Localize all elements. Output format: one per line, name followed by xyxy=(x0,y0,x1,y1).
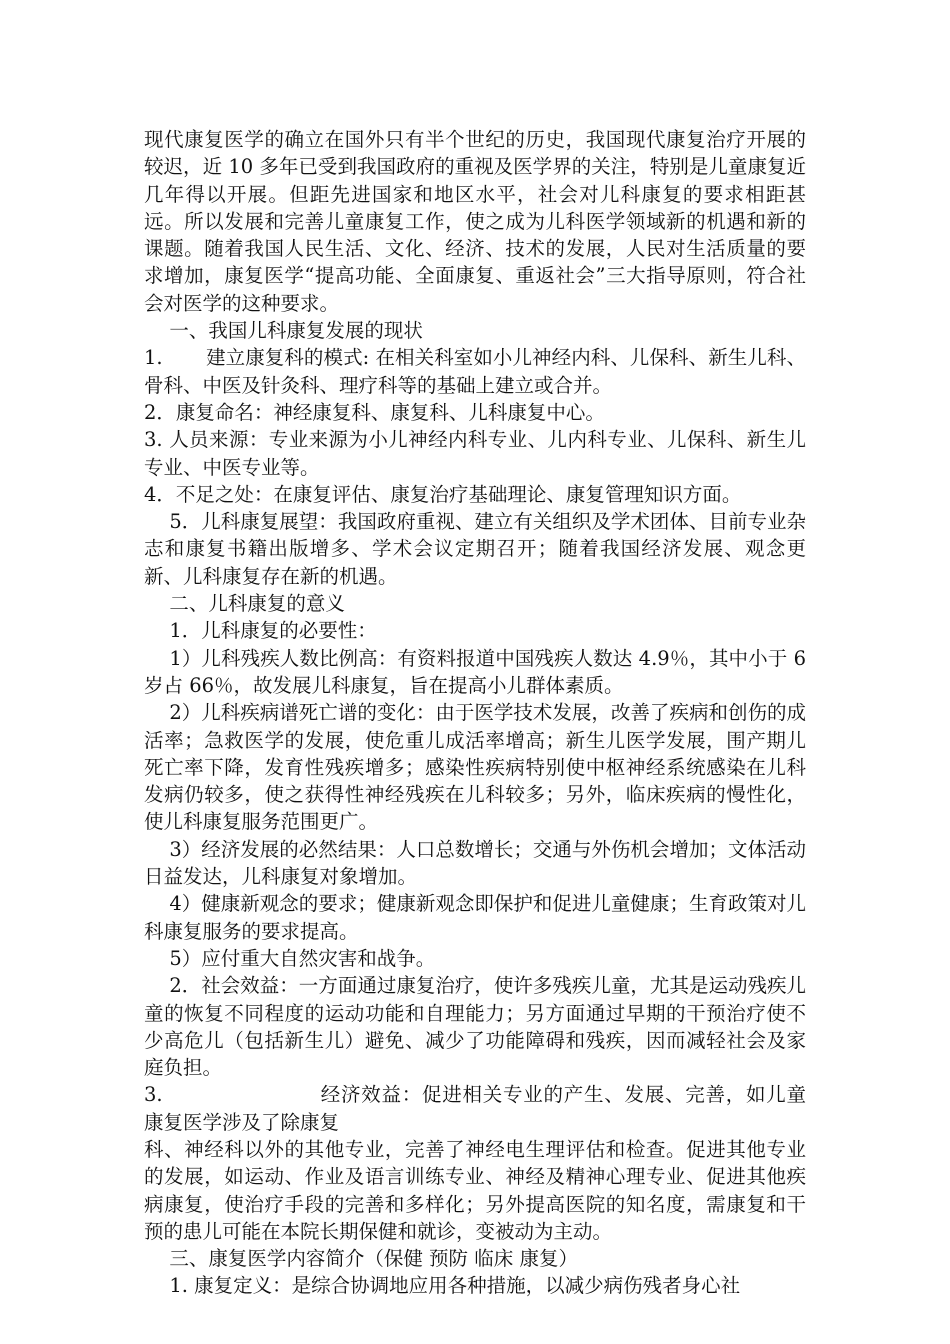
sub-item-2-1-3: 3）经济发展的必然结果：人口总数增长；交通与外伤机会增加；文体活动日益发达，儿科康复对象增加。 xyxy=(144,837,806,889)
list-item-2-3 xyxy=(144,1081,806,1136)
section-heading-2: 二、儿科康复的意义 xyxy=(169,592,345,616)
list-item-3-1: 1. 康复定义：是综合协调地应用各种措施，以减少病伤残者身心社 xyxy=(169,1274,741,1298)
list-item-1-3: 3. 人员来源：专业来源为小儿神经内科专业、儿内科专业、儿保科、新生儿专业、中医专业等。 xyxy=(144,428,806,479)
intro-paragraph: 现代康复医学的确立在国外只有半个世纪的历史，我国现代康复治疗开展的较迟，近 10 多年已受到我国政府的重视及医学界的关注，特别是儿童康复近几年得以开展。但距先进国家和地区水平，社会对儿科康复的要求相距甚远。所以发展和完善儿童康复工作，使之成为儿科医学领域新的机遇和新的课题。随着我国人民生活、文化、经济、技术的发展，人民对生活质量的要求增加，康复医学“提高功能、全面康复、重返社会”三大指导原则，符合社会对医学的这种要求。 xyxy=(144,128,806,315)
list-item-2-1: 1．儿科康复的必要性： xyxy=(169,619,377,643)
list-item-1-5: 5．儿科康复展望：我国政府重视、建立有关组织及学术团体、目前专业杂志和康复书籍出版增多、学术会议定期召开；随着我国经济发展、观念更新、儿科康复存在新的机遇。 xyxy=(144,510,806,588)
list-number: 3. xyxy=(144,1083,163,1107)
list-item-1-4: 4．不足之处：在康复评估、康复治疗基础理论、康复管理知识方面。 xyxy=(144,482,742,506)
list-item-text: 建立康复科的模式: 在相关科室如小儿神经内科、儿保科、新生儿科、骨科、中医及针灸科、理疗科等的基础上建立或合并。 xyxy=(144,346,806,397)
list-item-1-1 xyxy=(144,344,806,399)
list-number: 1. xyxy=(144,346,163,370)
list-item-text: 经济效益：促进相关专业的产生、发展、完善，如儿童康复医学涉及了除康复 xyxy=(144,1083,806,1134)
section-heading-1: 一、我国儿科康复发展的现状 xyxy=(169,319,423,343)
sub-item-2-1-5: 5）应付重大自然灾害和战争。 xyxy=(169,946,436,970)
list-item-2-3-continuation: 科、神经科以外的其他专业，完善了神经电生理评估和检查。促进其他专业的发展，如运动、作业及语言训练专业、神经及精神心理专业、促进其他疾病康复，使治疗手段的完善和多样化；另外提高医院的知名度，需康复和干预的患儿可能在本院长期保健和就诊，变被动为主动。 xyxy=(144,1137,806,1243)
document-page xyxy=(144,126,806,1300)
list-item-1-2: 2．康复命名：神经康复科、康复科、儿科康复中心。 xyxy=(144,400,605,424)
sub-item-2-1-1: 1）儿科残疾人数比例高：有资料报道中国残疾人数达 4.9％，其中小于 6 岁占 66％，故发展儿科康复，旨在提高小儿群体素质。 xyxy=(144,646,806,697)
sub-item-2-1-2: 2）儿科疾病谱死亡谱的变化：由于医学技术发展，改善了疾病和创伤的成活率；急救医学的发展，使危重儿成活率增高；新生儿医学发展，围产期儿死亡率下降，发育性残疾增多；感染性疾病特别使中枢神经系统感染在儿科发病仍较多，使之获得性神经残疾在儿科较多；另外，临床疾病的慢性化，使儿科康复服务范围更广。 xyxy=(144,701,806,834)
sub-item-2-1-4: 4）健康新观念的要求；健康新观念即保护和促进儿童健康；生育政策对儿科康复服务的要求提高。 xyxy=(144,892,806,943)
section-heading-3: 三、康复医学内容简介（保健 预防 临床 康复） xyxy=(169,1247,578,1271)
list-item-2-2: 2．社会效益：一方面通过康复治疗，使许多残疾儿童，尤其是运动残疾儿童的恢复不同程度的运动功能和自理能力；另方面通过早期的干预治疗使不少高危儿（包括新生儿）避免、减少了功能障碍和残疾，因而减轻社会及家庭负担。 xyxy=(144,974,806,1080)
